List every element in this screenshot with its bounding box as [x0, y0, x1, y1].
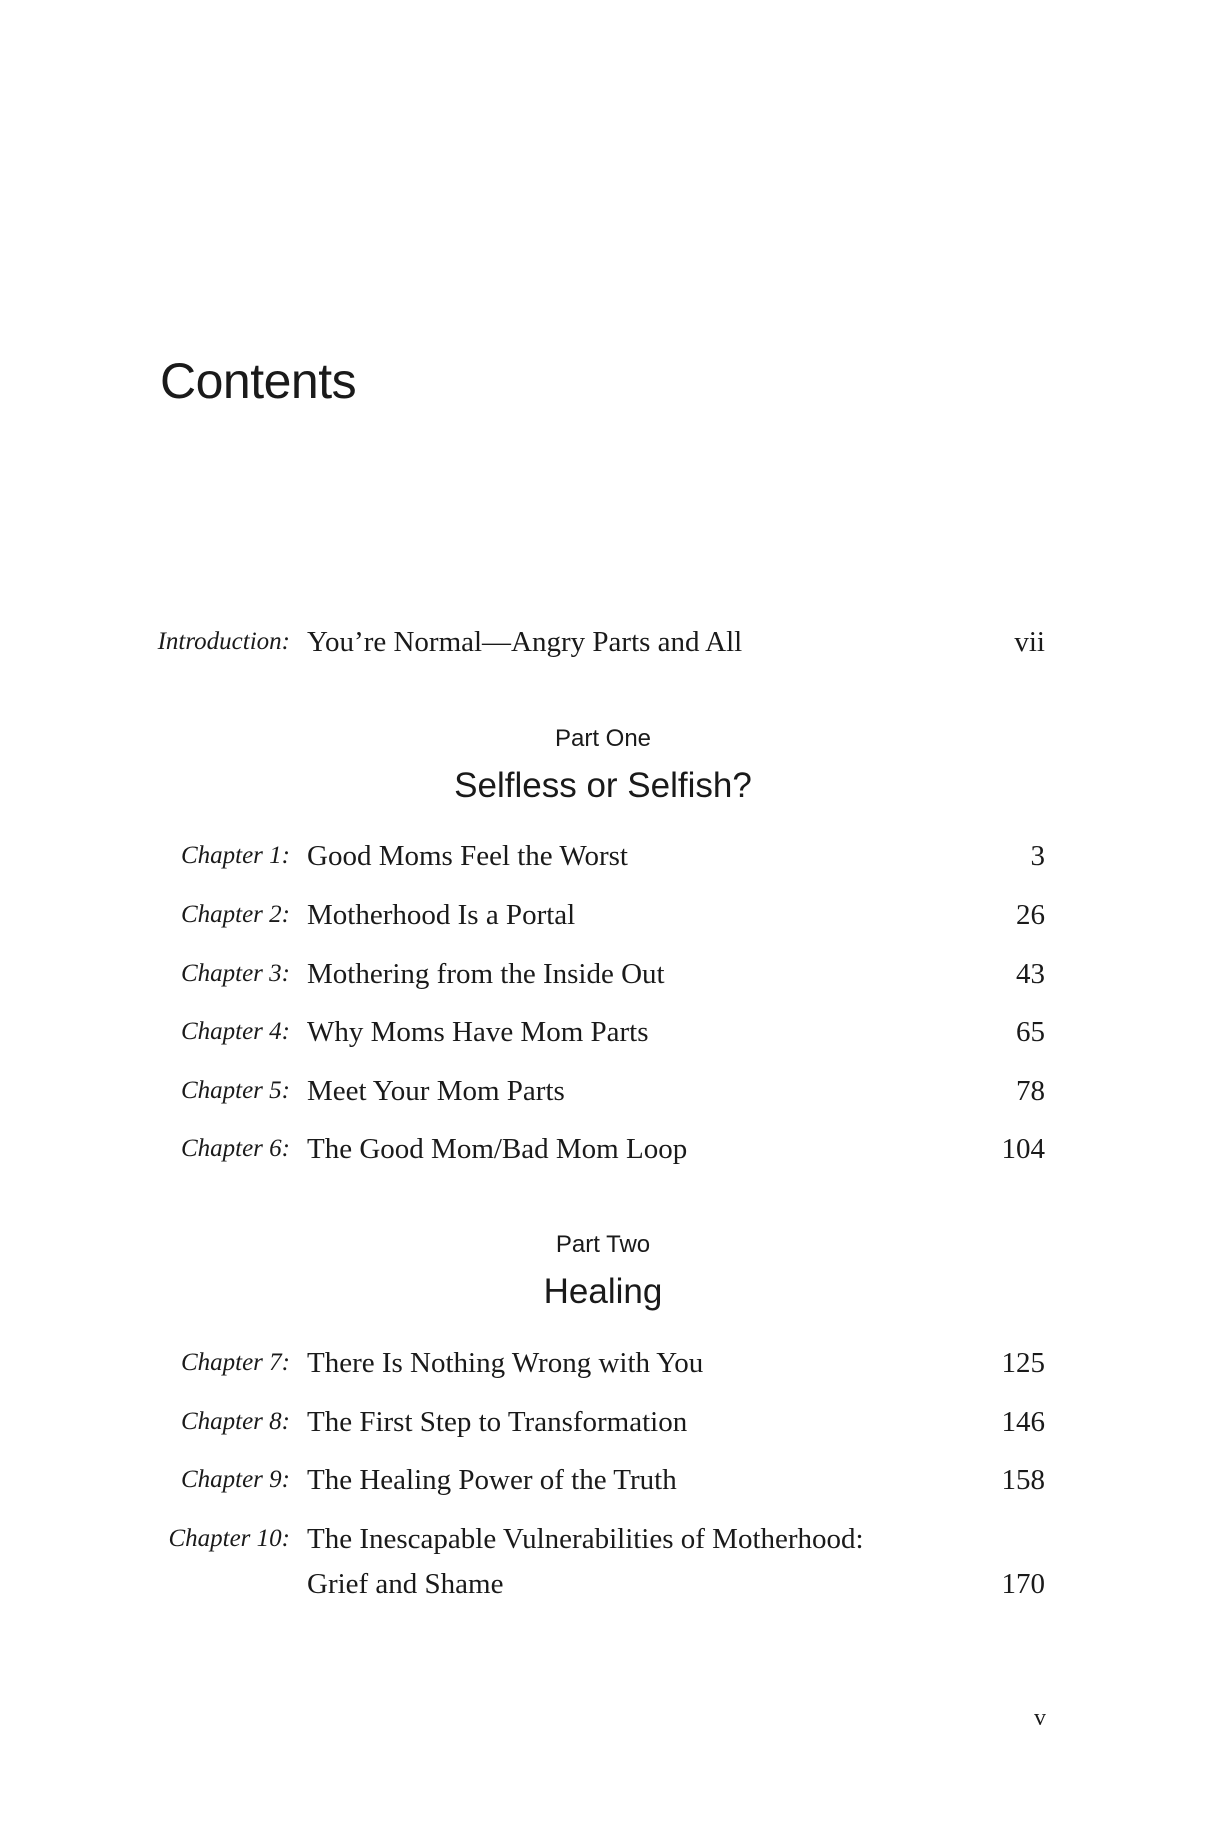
part-label: Part Two [555, 1231, 651, 1258]
entry-label: Chapter 7: [180, 1349, 290, 1376]
entry-title: There Is Nothing Wrong with You [307, 1347, 704, 1379]
part-label: Part One [554, 725, 652, 752]
toc-entry-chapter[interactable] [0, 1460, 1226, 1500]
entry-label: Chapter 9: [180, 1466, 290, 1493]
entry-title [307, 1519, 864, 1604]
entry-label: Chapter 10: [168, 1525, 290, 1552]
entry-title: Why Moms Have Mom Parts [307, 1016, 649, 1048]
entry-title: Motherhood Is a Portal [307, 899, 576, 931]
toc-entry-chapter[interactable] [0, 1402, 1226, 1442]
entry-title: You’re Normal—Angry Parts and All [307, 626, 743, 658]
entry-page-number: 158 [1001, 1464, 1045, 1496]
toc-entry-chapter[interactable] [0, 1343, 1226, 1383]
entry-page-number: 43 [1016, 958, 1045, 990]
part-title: Healing [543, 1272, 663, 1311]
toc-entry-introduction[interactable] [0, 622, 1226, 662]
entry-label: Chapter 5: [180, 1077, 290, 1104]
entry-page-number: 3 [1030, 840, 1045, 872]
toc-entry-chapter[interactable] [0, 836, 1226, 876]
entry-label: Chapter 6: [180, 1135, 290, 1162]
entry-label: Chapter 2: [180, 901, 290, 928]
entry-title: Good Moms Feel the Worst [307, 840, 628, 872]
entry-title-line-2: Grief and Shame [307, 1568, 504, 1600]
page-title: Contents [160, 353, 357, 409]
entry-label: Introduction: [157, 628, 290, 655]
toc-entry-chapter[interactable] [0, 1519, 1226, 1609]
page-folio: v [1034, 1705, 1046, 1731]
entry-page-number: 104 [1001, 1133, 1045, 1165]
toc-entry-chapter[interactable] [0, 1129, 1226, 1169]
entry-page-number: 170 [1001, 1568, 1045, 1600]
entry-page-number: 146 [1001, 1406, 1045, 1438]
entry-page-number: 125 [1001, 1347, 1045, 1379]
entry-label: Chapter 4: [180, 1018, 290, 1045]
entry-page-number: vii [1014, 626, 1045, 658]
part-title: Selfless or Selfish? [454, 766, 752, 805]
entry-title: The Healing Power of the Truth [307, 1464, 677, 1496]
toc-entry-chapter[interactable] [0, 1012, 1226, 1052]
entry-title: Mothering from the Inside Out [307, 958, 665, 990]
entry-page-number: 65 [1016, 1016, 1045, 1048]
entry-label: Chapter 8: [180, 1408, 290, 1435]
toc-entry-chapter[interactable] [0, 954, 1226, 994]
toc-entry-chapter[interactable] [0, 1071, 1226, 1111]
entry-title: The First Step to Transformation [307, 1406, 688, 1438]
entry-title-line-1: The Inescapable Vulnerabilities of Motherhood: [307, 1523, 864, 1555]
toc-entry-chapter[interactable] [0, 895, 1226, 935]
entry-page-number: 78 [1016, 1075, 1045, 1107]
entry-title: Meet Your Mom Parts [307, 1075, 565, 1107]
entry-title: The Good Mom/Bad Mom Loop [307, 1133, 688, 1165]
entry-label: Chapter 3: [180, 960, 290, 987]
entry-label: Chapter 1: [180, 842, 290, 869]
entry-page-number: 26 [1016, 899, 1045, 931]
